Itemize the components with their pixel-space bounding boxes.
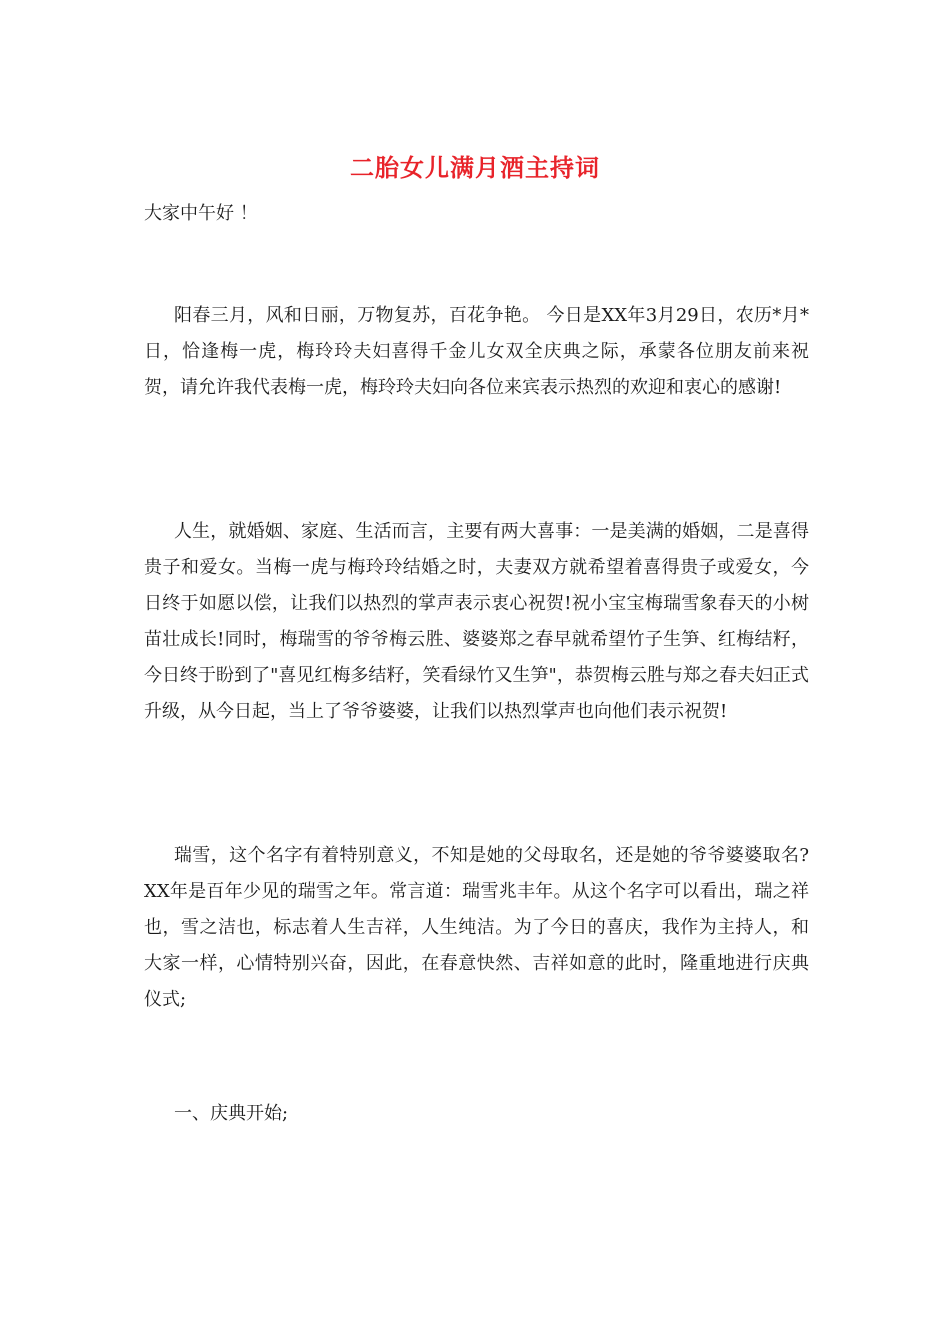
document-title: 二胎女儿满月酒主持词	[350, 153, 600, 182]
paragraph-happy-events: 人生，就婚姻、家庭、生活而言，主要有两大喜事：一是美满的婚姻，二是喜得贵子和爱女。当梅一虎与梅玲玲结婚之时，夫妻双方就希望着喜得贵子或爱女，今日终于如愿以偿，让我们以热烈的掌声表示衷心祝贺!祝小宝宝梅瑞雪象春天的小树苗壮成长!同时，梅瑞雪的爷爷梅云胜、婆婆郑之春早就希望竹子生笋、红梅结籽，今日终于盼到了"喜见红梅多结籽，笑看绿竹又生笋"，恭贺梅云胜与郑之春夫妇正式升级，从今日起，当上了爷爷婆婆，让我们以热烈掌声也向他们表示祝贺!	[144, 521, 809, 722]
paragraph-opening: 阳春三月，风和日丽，万物复苏，百花争艳。 今日是XX年3月29日，农历*月*日，恰逢梅一虎，梅玲玲夫妇喜得千金儿女双全庆典之际，承蒙各位朋友前来祝贺，请允许我代表梅一虎，梅玲玲夫妇向各位来宾表示热烈的欢迎和衷心的感谢!	[144, 305, 809, 398]
section-heading: 一、庆典开始;	[174, 1103, 289, 1124]
paragraph-name-meaning: 瑞雪，这个名字有着特别意义，不知是她的父母取名，还是她的爷爷婆婆取名?XX年是百年少见的瑞雪之年。常言道：瑞雪兆丰年。从这个名字可以看出，瑞之祥也，雪之洁也，标志着人生吉祥，人生纯洁。为了今日的喜庆，我作为主持人，和大家一样，心情特别兴奋，因此，在春意快然、吉祥如意的此时，隆重地进行庆典仪式;	[144, 845, 809, 1010]
greeting-line: 大家中午好 ！	[144, 203, 258, 224]
